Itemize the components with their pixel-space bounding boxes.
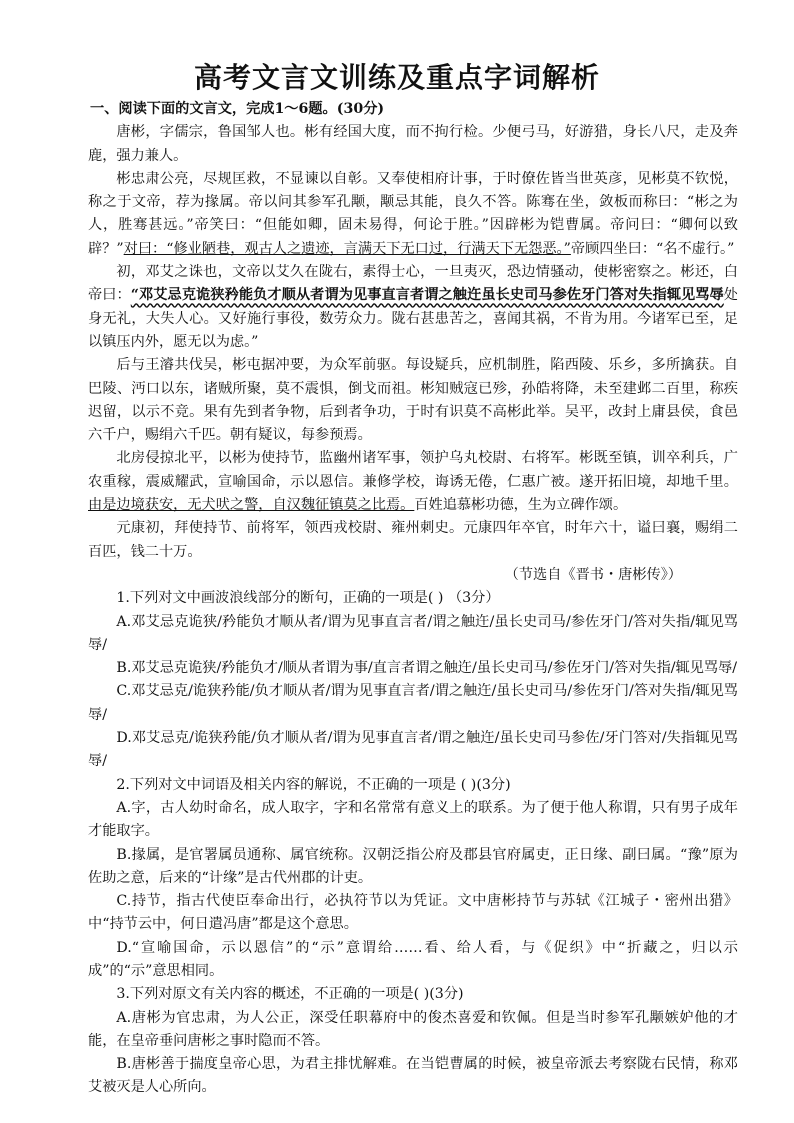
passage-text: 百姓追慕彬功德，生为立碑作颂。 [414, 497, 628, 514]
passage-paragraph-6: 元康初，拜使持节、前将军，领西戎校尉、雍州刺史。元康四年卒官，时年六十，谥曰襄，赐绢二百匹，钱二十万。 [88, 520, 738, 560]
passage-paragraph-1: 唐彬，字儒宗，鲁国邹人也。彬有经国大度，而不拘行检。少便弓马，好游猎，身长八尺，走及奔鹿，强力兼人。 [88, 124, 738, 164]
document-body [88, 98, 738, 1100]
passage-text: 初，邓艾之诛也，文帝以艾久在陇右，素得士心，一旦夷灭，恐边情骚动，使彬密察之。彬还，白帝曰： [88, 264, 738, 304]
question-3-stem: 3.下列对原文有关内容的概述，不正确的一项是( )(3分) [116, 986, 464, 1003]
question-2-option-c: C.持节，指古代使臣奉命出行，必执符节以为凭证。文中唐彬持节与苏轼《江城子・密州出猎》中“持节云中，何日遣冯唐”都是这个意思。 [88, 893, 738, 933]
wavy-underlined-passage: “邓艾忌克诡狭矜能负才顺从者谓为见事直言者谓之触迕虽长史司马参佐牙门答对失指辄见骂辱 [130, 287, 724, 304]
underlined-sentence-2: 由是边境获安，无犬吠之警，自汉魏征镇莫之比焉。 [88, 497, 415, 514]
question-1-option-a: A.邓艾忌克诡狭/矜能负才顺从者/谓为见事直言者/谓之触迕/虽长史司马/参佐牙门/答对失指/辄见骂辱/ [88, 613, 738, 653]
section-heading: 一、阅读下面的文言文，完成1～6题。(30分) [90, 101, 385, 117]
passage-paragraph-4: 后与王濬共伐吴，彬屯据冲要，为众军前驱。每设疑兵，应机制胜，陷西陵、乐乡，多所擒获。自巴陵、沔口以东，诸贼所聚，莫不震惧，倒戈而祖。彬知贼寇已殄，孙皓将降，未至建邺二百里，称疾迟留，以示不竞。果有先到者争物，后到者争功，于时有识莫不高彬此举。吴平，改封上庸县侯，食邑六千户，赐绢六千匹。朝有疑议，每参预焉。 [88, 357, 738, 444]
passage-paragraph-3 [88, 261, 738, 354]
passage-text: 北房侵掠北平，以彬为使持节，监幽州诸军事，领护乌丸校尉、右将军。彬既至镇，训卒利兵，广农重稼，震威耀武，宣喻国命，示以恩信。兼修学校，诲诱无倦，仁惠广被。遂开拓旧境，却地千里。 [88, 450, 738, 490]
page-title: 高考文言文训练及重点字词解析 [193, 61, 600, 94]
passage-text: 处身无礼，大失人心。又好施行事役，数劳众力。陇右甚患苦之，喜闻其祸，不肯为用。今诸军已至，足以镇压内外，愿无以为虑。” [88, 287, 738, 350]
question-1-stem: 1.下列对文中画波浪线部分的断句，正确的一项是( ) （3分） [116, 590, 500, 607]
underlined-sentence-1: 对曰：“修业陋巷，观古人之遗迹，言满天下无口过，行满天下无怨恶。” [123, 240, 571, 257]
passage-text: 帝顾四坐曰：“名不虚行。” [570, 240, 735, 257]
question-2-stem: 2.下列对文中词语及相关内容的解说，不正确的一项是 ( )(3分) [116, 776, 511, 793]
question-1-option-b: B.邓艾忌克诡狭/矜能负才/顺从者谓为事/直言者谓之触迕/虽长史司马/参佐牙门/答对失指/辄见骂辱/ [116, 660, 738, 677]
question-1-option-c: C.邓艾忌克/诡狭矜能/负才顺从者/谓为见事直言者/谓之触迕/虽长史司马/参佐牙门/答对失指/辄见骂辱/ [88, 683, 738, 723]
passage-text: 彬忠肃公亮，尽规匡救，不显谏以自彰。又奉使相府计事，于时僚佐皆当世英彦，见彬莫不钦悦，称之于文帝，荐为掾属。帝以问其参军孔颙，颙忌其能，良久不答。陈骞在坐，敛板而称曰：“彬之为人，胜骞甚远。”帝笑曰：“但能如卿，固未易得，何论于胜。”因辟彬为铠曹属。帝问曰：“卿何以致辟？” [88, 170, 738, 257]
question-2-option-d: D.“宣喻国命，示以恩信”的“示”意谓给……看、给人看，与《促织》中“折藏之，归以示成”的“示”意思相同。 [88, 939, 738, 979]
passage-source: （节选自《晋书・唐彬传》） [504, 566, 682, 583]
passage-paragraph-5 [88, 447, 738, 517]
passage-paragraph-2 [88, 168, 738, 261]
question-3-option-a: A.唐彬为官忠肃，为人公正，深受任职幕府中的俊杰喜爱和钦佩。但是当时参军孔颙嫉妒他的才能，在皇帝垂问唐彬之事时隐而不答。 [88, 1009, 738, 1049]
question-2-option-a: A.字，古人幼时命名，成人取字，字和名常常有意义上的联系。为了便于他人称谓，只有男子成年才能取字。 [88, 799, 738, 840]
question-3-option-b: B.唐彬善于揣度皇帝心思，为君主排忧解难。在当铠曹属的时候，被皇帝派去考察陇右民情，称邓艾被灭是人心所向。 [88, 1056, 738, 1096]
question-1-option-d: D.邓艾忌克/诡狭矜能/负才顺从者/谓为见事直言者/谓之触迕/虽长史司马参佐/牙门答对/失指辄见骂辱/ [88, 730, 738, 770]
question-2-option-b: B.掾属，是官署属员通称、属官统称。汉朝泛指公府及郡县官府属吏，正日缘、副曰属。“豫”原为佐助之意，后来的“计缘”是古代州郡的计吏。 [88, 846, 738, 886]
